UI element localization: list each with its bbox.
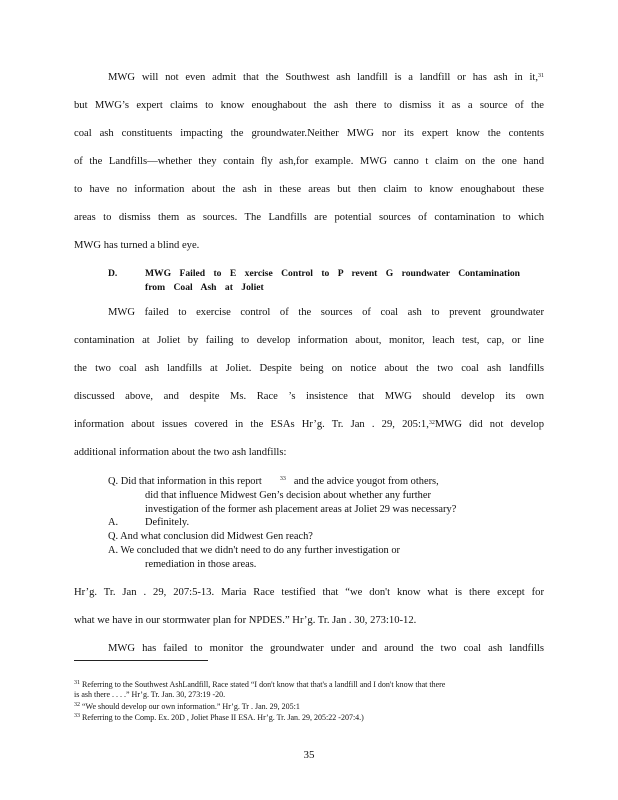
footnote-ref[interactable]: 33: [279, 476, 286, 482]
footnote-ref[interactable]: 31: [538, 73, 544, 79]
paragraph-line: Hr’g. Tr. Jan . 29, 207:5-13. Maria Race testified that “we don't know what is there except for: [74, 587, 544, 598]
footnote-cont: is ash there . . . .” Hr’g. Tr. Jan. 30, 273:19 -20.: [74, 690, 226, 699]
paragraph-line: coal ash constituents impacting the groundwater.Neither MWG nor its expert know the contents: [74, 128, 544, 139]
page-number: 35: [303, 749, 315, 761]
section-heading-line1: MWG Failed to E xercise Control to P revent G roundwater Contamination: [145, 268, 521, 279]
section-heading-line2: from Coal Ash at Joliet: [145, 282, 264, 293]
footnote: $^{33}$ Referring to the Comp. Ex. 20D , Joliet Phase II ESA. Hr’g. Tr. Jan. 29, 205:22 -207:4.): [74, 713, 364, 722]
paragraph-line: but MWG’s expert claims to know enoughabout the ash there to dismiss it as a source of the: [74, 100, 544, 111]
paragraph-line: MWG failed to exercise control of the sources of coal ash to prevent groundwater: [108, 307, 544, 318]
testimony-question-cont: did that influence Midwest Gen’s decision about whether any further: [145, 490, 431, 501]
testimony-answer-cont: remediation in those areas.: [145, 559, 257, 570]
paragraph-line: MWG will not even admit that the Southwest ash landfill is a landfill or has ash in it,$^{31}$: [108, 72, 544, 83]
paragraph-line: MWG has turned a blind eye.: [74, 240, 200, 251]
paragraph-line: information about issues covered in the ESAs Hr’g. Tr. Jan . 29, 205:1,32MWG did not develop: [74, 419, 544, 430]
testimony-question: Q. And what conclusion did Midwest Gen reach?: [108, 531, 313, 542]
footnote-ref[interactable]: 32: [428, 420, 435, 426]
paragraph-line: of the Landfills—whether they contain fly ash,for example. MWG canno t claim on the one hand: [74, 156, 544, 167]
paragraph-line: additional information about the two ash landfills:: [74, 447, 287, 458]
testimony-answer: Definitely.: [145, 517, 190, 528]
paragraph-line: areas to dismiss them as sources. The Landfills are potential sources of contamination to which: [74, 212, 544, 223]
paragraph-line: contamination at Joliet by failing to develop information about, monitor, leach test, cap, or line: [74, 335, 544, 346]
footnote: $^{32}$ “We should develop our own information.” Hr’g. Tr . Jan. 29, 205:1: [74, 702, 300, 711]
section-letter: D.: [108, 268, 118, 279]
testimony-answer: A. We concluded that we didn't need to do any further investigation or: [108, 545, 400, 556]
paragraph-line: what we have in our stormwater plan for NPDES.” Hr’g. Tr. Jan . 30, 273:10-12.: [74, 615, 417, 626]
paragraph-line: the two coal ash landfills at Joliet. Despite being on notice about the two coal ash landfills: [74, 363, 544, 374]
paragraph-line: MWG has failed to monitor the groundwater under and around the two coal ash landfills: [108, 643, 544, 654]
testimony-question-cont: investigation of the former ash placement areas at Joliet 29 was necessary?: [145, 504, 457, 515]
footnote: $^{31}$ Referring to the Southwest AshLandfill, Race stated “I don't know that that's a landfill and I don't know that there: [74, 680, 446, 689]
footnote-divider: [74, 660, 208, 661]
testimony-question: Q. Did that information in this report $^{33}$ and the advice yougot from others,: [108, 476, 439, 487]
paragraph-line: discussed above, and despite Ms. Race ’s insistence that MWG should develop its own: [74, 391, 544, 402]
testimony-answer-label: A.: [108, 517, 119, 528]
paragraph-line: to have no information about the ash in these areas but then claim to know enoughabout these: [74, 184, 544, 195]
